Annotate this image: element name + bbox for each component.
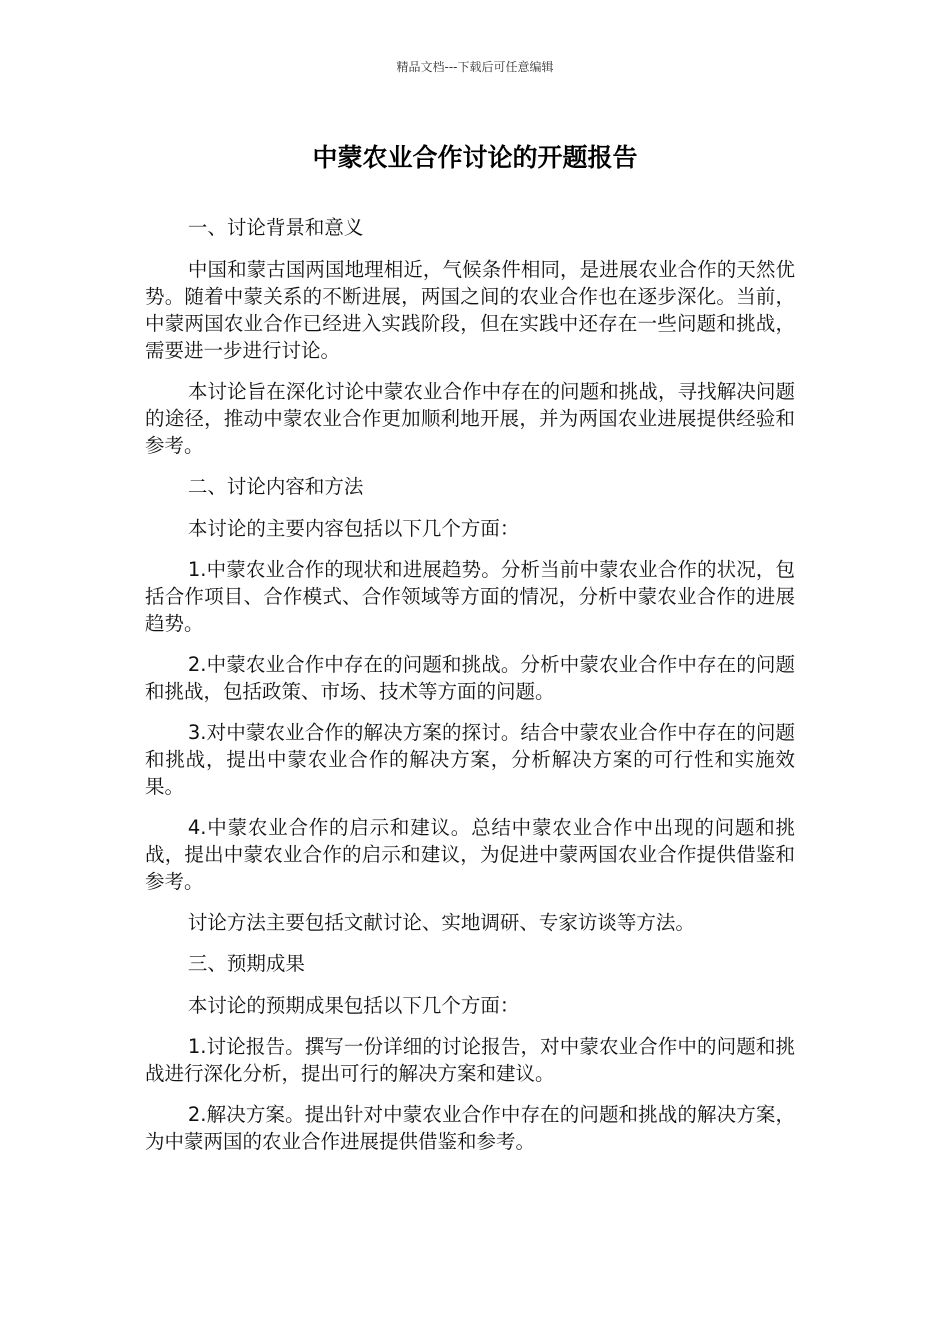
document-title: 中蒙农业合作讨论的开题报告 (312, 143, 638, 172)
running-header: 精品文档---下载后可任意编辑 (396, 60, 554, 74)
paragraph-results-intro: 本讨论的预期成果包括以下几个方面： (187, 994, 520, 1017)
paragraph-background: 中国和蒙古国两国地理相近，气候条件相同，是进展农业合作的天然优势。随着中蒙关系的不断进展，两国之间的农业合作也在逐步深化。当前，中蒙两国农业合作已经进入实践阶段，但在实践中还存在一些问题和挑战，需要进一步进行讨论。 (145, 258, 795, 362)
list-item-content-4: 4.中蒙农业合作的启示和建议。总结中蒙农业合作中出现的问题和挑战，提出中蒙农业合作的启示和建议，为促进中蒙两国农业合作提供借鉴和参考。 (145, 816, 795, 893)
list-item-result-1: 1.讨论报告。撰写一份详细的讨论报告，对中蒙农业合作中的问题和挑战进行深化分析，提出可行的解决方案和建议。 (145, 1035, 795, 1085)
section-heading-background: 一、讨论背景和意义 (187, 216, 364, 239)
list-item-content-3: 3.对中蒙农业合作的解决方案的探讨。结合中蒙农业合作中存在的问题和挑战，提出中蒙农业合作的解决方案，分析解决方案的可行性和实施效果。 (145, 721, 795, 798)
section-heading-content-methods: 二、讨论内容和方法 (187, 475, 364, 498)
document-body (145, 214, 795, 1169)
list-item-content-2: 2.中蒙农业合作中存在的问题和挑战。分析中蒙农业合作中存在的问题和挑战，包括政策、市场、技术等方面的问题。 (145, 653, 795, 703)
section-heading-expected-results: 三、预期成果 (187, 952, 305, 975)
paragraph-purpose: 本讨论旨在深化讨论中蒙农业合作中存在的问题和挑战，寻找解决问题的途径，推动中蒙农业合作更加顺利地开展，并为两国农业进展提供经验和参考。 (145, 380, 795, 457)
paragraph-methods: 讨论方法主要包括文献讨论、实地调研、专家访谈等方法。 (187, 911, 695, 934)
paragraph-content-intro: 本讨论的主要内容包括以下几个方面： (187, 517, 520, 540)
list-item-result-2: 2.解决方案。提出针对中蒙农业合作中存在的问题和挑战的解决方案，为中蒙两国的农业合作进展提供借鉴和参考。 (145, 1103, 795, 1153)
list-item-content-1: 1.中蒙农业合作的现状和进展趋势。分析当前中蒙农业合作的状况，包括合作项目、合作模式、合作领域等方面的情况，分析中蒙农业合作的进展趋势。 (145, 558, 795, 635)
